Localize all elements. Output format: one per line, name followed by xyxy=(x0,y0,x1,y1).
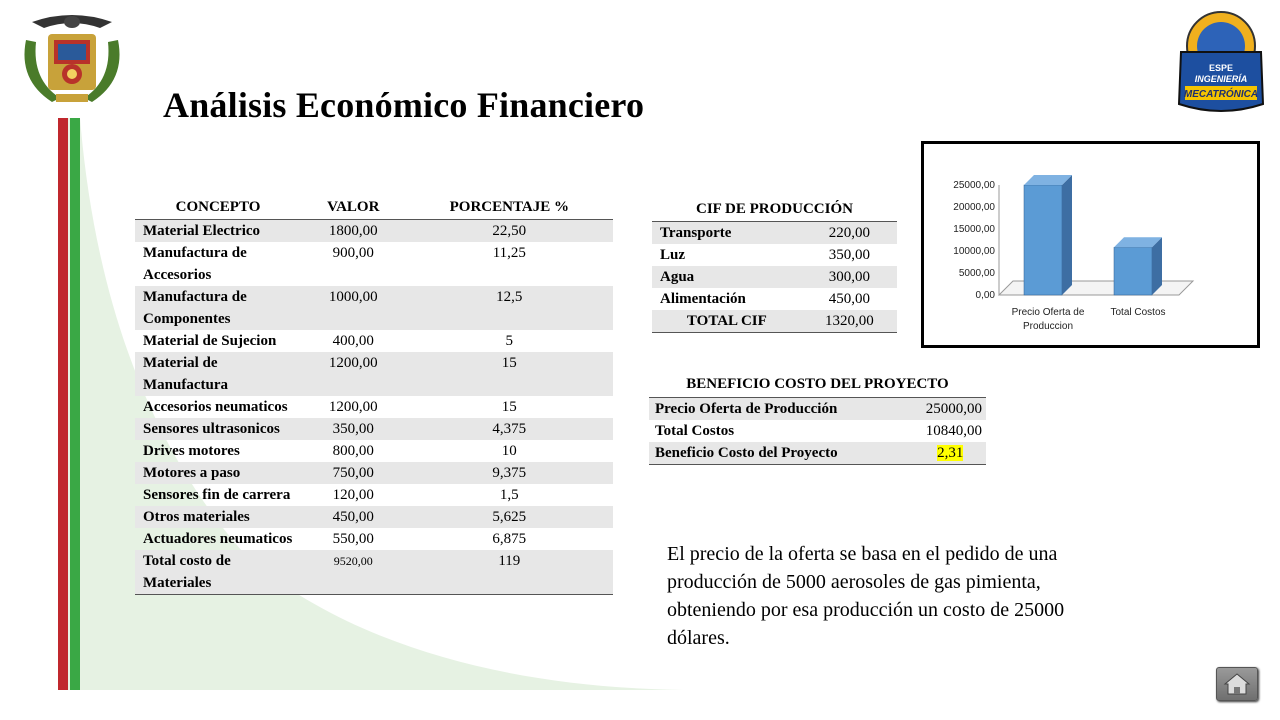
concept-cell: Manufactura de Componentes xyxy=(143,289,247,327)
offer-description: El precio de la oferta se basa en el pedido de una producción de 5000 aerosoles de gas pimienta, obteniendo por esa producción un costo de 25000 dólares. xyxy=(667,543,1065,649)
concept-cell: Material Electrico xyxy=(143,223,261,239)
benefit-item-value: 25000,00 xyxy=(925,401,982,417)
table-row xyxy=(649,442,986,465)
table-row xyxy=(649,398,986,421)
cif-item-value: 350,00 xyxy=(828,247,870,263)
table-row xyxy=(652,244,897,266)
cif-item-name: Transporte xyxy=(660,225,732,241)
value-cell: 120,00 xyxy=(332,487,374,503)
table-row xyxy=(135,440,613,462)
table-row xyxy=(135,330,613,352)
value-cell: 1200,00 xyxy=(328,399,378,415)
y-tick-label: 0,00 xyxy=(975,290,995,301)
table-row xyxy=(135,528,613,550)
benefit-header: BENEFICIO COSTO DEL PROYECTO xyxy=(649,373,986,398)
cif-total-value: 1320,00 xyxy=(825,313,874,329)
percent-cell: 11,25 xyxy=(492,245,526,261)
cif-item-value: 220,00 xyxy=(828,225,870,241)
percent-cell: 15 xyxy=(501,399,517,415)
benefit-item-name: Beneficio Costo del Proyecto xyxy=(655,445,838,461)
table-row xyxy=(135,484,613,506)
value-cell: 750,00 xyxy=(332,465,374,481)
table-row xyxy=(135,462,613,484)
bar-side-0 xyxy=(1062,175,1072,295)
cif-total-label: TOTAL CIF xyxy=(686,313,767,329)
y-tick-label: 20000,00 xyxy=(953,202,995,213)
benefit-item-value xyxy=(899,442,986,465)
cif-item-value: 300,00 xyxy=(828,269,870,285)
cif-item-name: Alimentación xyxy=(660,291,746,307)
cif-item-value: 450,00 xyxy=(828,291,870,307)
percent-cell: 1,5 xyxy=(499,487,519,503)
benefit-item-name: Precio Oferta de Producción xyxy=(655,401,838,417)
coat-of-arms-logo xyxy=(12,10,132,115)
benefit-item-name: Total Costos xyxy=(655,423,735,439)
concept-cell: Accesorios neumaticos xyxy=(143,399,288,415)
concept-cell: Material de Sujecion xyxy=(143,333,277,349)
percent-cell: 15 xyxy=(501,355,517,371)
bar-side-1 xyxy=(1152,237,1162,295)
concept-cell: Drives motores xyxy=(143,443,240,459)
svg-text:MECATRÓNICA: MECATRÓNICA xyxy=(1183,89,1259,100)
materials-cost-table xyxy=(135,196,613,595)
concept-cell: Sensores fin de carrera xyxy=(143,487,291,503)
value-cell: 1800,00 xyxy=(328,223,378,239)
value-cell: 400,00 xyxy=(332,333,374,349)
percent-cell: 9,375 xyxy=(492,465,527,481)
cif-item-name: Agua xyxy=(660,269,695,285)
header-porcentaje: PORCENTAJE % xyxy=(406,196,613,220)
percent-cell: 5 xyxy=(505,333,514,349)
header-valor: VALOR xyxy=(301,196,406,220)
percent-cell: 10 xyxy=(501,443,517,459)
benefit-cost-table xyxy=(649,373,986,465)
table-row xyxy=(135,242,613,286)
bar-1 xyxy=(1114,247,1152,295)
value-cell: 550,00 xyxy=(332,531,374,547)
cif-header: CIF DE PRODUCCIÓN xyxy=(652,198,897,222)
y-tick-label: 15000,00 xyxy=(953,224,995,235)
concept-cell: Actuadores neumaticos xyxy=(143,531,293,547)
svg-text:ESPE: ESPE xyxy=(1208,63,1234,73)
cif-item-name: Luz xyxy=(660,247,686,263)
x-tick-label: Total Costos xyxy=(1110,307,1166,318)
home-button[interactable] xyxy=(1216,667,1258,701)
value-cell: 350,00 xyxy=(332,421,374,437)
svg-text:INGENIERÍA: INGENIERÍA xyxy=(1194,74,1248,84)
percent-cell: 5,625 xyxy=(492,509,527,525)
concept-cell: Otros materiales xyxy=(143,509,250,525)
value-cell: 1000,00 xyxy=(328,289,378,305)
benefit-ratio-highlight: 2,31 xyxy=(937,445,964,461)
percent-cell: 119 xyxy=(498,553,521,569)
cif-total-row xyxy=(652,310,897,333)
concept-cell: Manufactura de Accesorios xyxy=(143,245,247,283)
page-title: Análisis Económico Financiero xyxy=(163,85,645,125)
table-row xyxy=(135,550,613,595)
value-cell: 800,00 xyxy=(332,443,374,459)
red-stripe xyxy=(58,118,68,690)
table-row xyxy=(652,266,897,288)
table-row xyxy=(652,222,897,245)
benefit-item-value: 10840,00 xyxy=(925,423,982,439)
percent-cell: 12,5 xyxy=(496,289,523,305)
value-cell: 9520,00 xyxy=(333,554,373,568)
y-tick-label: 5000,00 xyxy=(958,268,995,279)
percent-cell: 22,50 xyxy=(492,223,527,239)
concept-cell: Motores a paso xyxy=(143,465,241,481)
green-stripe xyxy=(70,118,80,690)
chart-svg xyxy=(924,144,1257,345)
concept-cell: Sensores ultrasonicos xyxy=(143,421,280,437)
percent-cell: 6,875 xyxy=(492,531,527,547)
table-row xyxy=(135,396,613,418)
table-row xyxy=(135,220,613,243)
cif-production-table xyxy=(652,198,897,333)
table-row xyxy=(135,286,613,330)
value-cell: 900,00 xyxy=(332,245,374,261)
header-concepto: CONCEPTO xyxy=(135,196,301,220)
home-icon xyxy=(1217,668,1257,700)
price-vs-cost-chart xyxy=(921,141,1260,348)
value-cell: 450,00 xyxy=(332,509,374,525)
table-row xyxy=(649,420,986,442)
x-tick-label: Precio Oferta de Produccion xyxy=(1011,307,1085,332)
y-tick-label: 25000,00 xyxy=(953,180,995,191)
y-tick-label: 10000,00 xyxy=(953,246,995,257)
concept-cell: Total costo de Materiales xyxy=(143,553,231,591)
bar-0 xyxy=(1024,185,1062,295)
table-row xyxy=(652,288,897,310)
table-row xyxy=(135,506,613,528)
percent-cell: 4,375 xyxy=(492,421,527,437)
table-row xyxy=(135,418,613,440)
concept-cell: Material de Manufactura xyxy=(143,355,228,393)
table-row xyxy=(135,352,613,396)
espe-ingenieria-mecatronica-logo xyxy=(1173,8,1269,123)
value-cell: 1200,00 xyxy=(328,355,378,371)
